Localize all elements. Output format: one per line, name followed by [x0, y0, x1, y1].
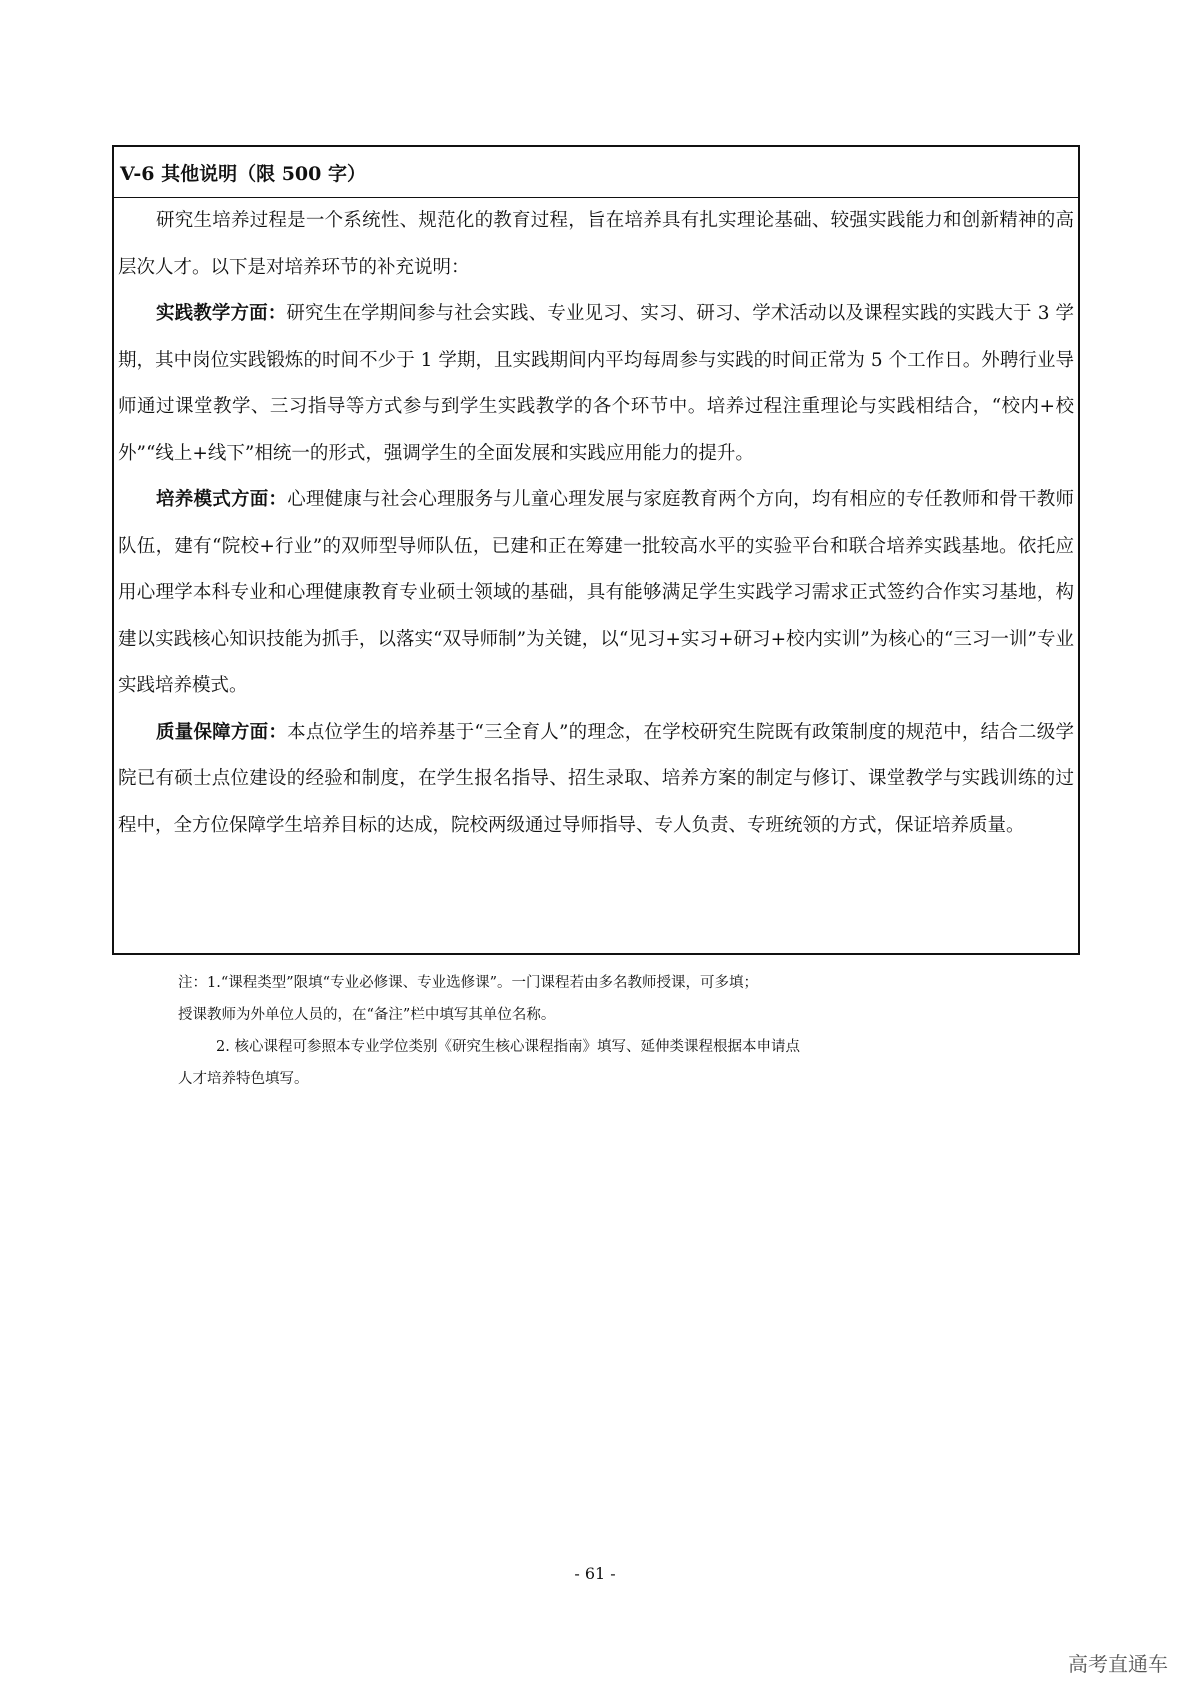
footnote-line-3: 2. 核心课程可参照本专业学位类别《研究生核心课程指南》填写、延伸类课程根据本申请点 — [216, 1039, 800, 1055]
section-title: V-6 其他说明（限 500 字） — [120, 163, 366, 185]
intro-paragraph: 研究生培养过程是一个系统性、规范化的教育过程，旨在培养具有扎实理论基础、较强实践能力和创新精神的高层次人才。以下是对培养环节的补充说明： — [118, 210, 1074, 278]
footnote-line-2: 授课教师为外单位人员的，在“备注”栏中填写其单位名称。 — [178, 1007, 556, 1023]
footnote-line-1: 注：1.“课程类型”限填“专业必修课、专业选修课”。一门课程若由多名教师授课，可多填； — [178, 975, 758, 991]
quality-lead: 质量保障方面： — [156, 721, 288, 743]
practice-text: 研究生在学期间参与社会实践、专业见习、实习、研习、学术活动以及课程实践的实践大于 3 学期，其中岗位实践锻炼的时间不少于 1 学期，且实践期间内平均每周参与实践的时间正常为 5 个工作日。外聘行业导师通过课堂教学、三习指导等方式参与到学生实践教学的各个环节中。培养过程注重理论与实践相结合，“校内+校外”“线上+线下”相统一的形式，强调学生的全面发展和实践应用能力的提升。 — [118, 303, 1074, 464]
mode-text: 心理健康与社会心理服务与儿童心理发展与家庭教育两个方向，均有相应的专任教师和骨干教师队伍，建有“院校+行业”的双师型导师队伍，已建和正在筹建一批较高水平的实验平台和联合培养实践基地。依托应用心理学本科专业和心理健康教育专业硕士领域的基础，具有能够满足学生实践学习需求正式签约合作实习基地，构建以实践核心知识技能为抓手，以落实“双导师制”为关键，以“见习+实习+研习+校内实训”为核心的“三习一训”专业实践培养模式。 — [118, 489, 1074, 696]
quality-text: 本点位学生的培养基于“三全育人”的理念，在学校研究生院既有政策制度的规范中，结合二级学院已有硕士点位建设的经验和制度，在学生报名指导、招生录取、培养方案的制定与修订、课堂教学与实践训练的过程中，全方位保障学生培养目标的达成，院校两级通过导师指导、专人负责、专班统领的方式，保证培养质量。 — [118, 721, 1074, 836]
quality-paragraph — [118, 710, 1074, 850]
practice-lead: 实践教学方面： — [156, 303, 287, 324]
section-body — [118, 198, 1074, 849]
watermark: 高考直通车 — [1068, 1652, 1168, 1676]
page-number: - 61 - — [574, 1564, 616, 1583]
mode-lead: 培养模式方面： — [156, 489, 288, 510]
footnote-line-4: 人才培养特色填写。 — [178, 1071, 309, 1087]
footnotes — [178, 967, 958, 1095]
section-header — [114, 147, 1078, 198]
mode-paragraph — [118, 477, 1074, 710]
practice-paragraph — [118, 291, 1074, 477]
other-notes-box — [112, 145, 1080, 955]
